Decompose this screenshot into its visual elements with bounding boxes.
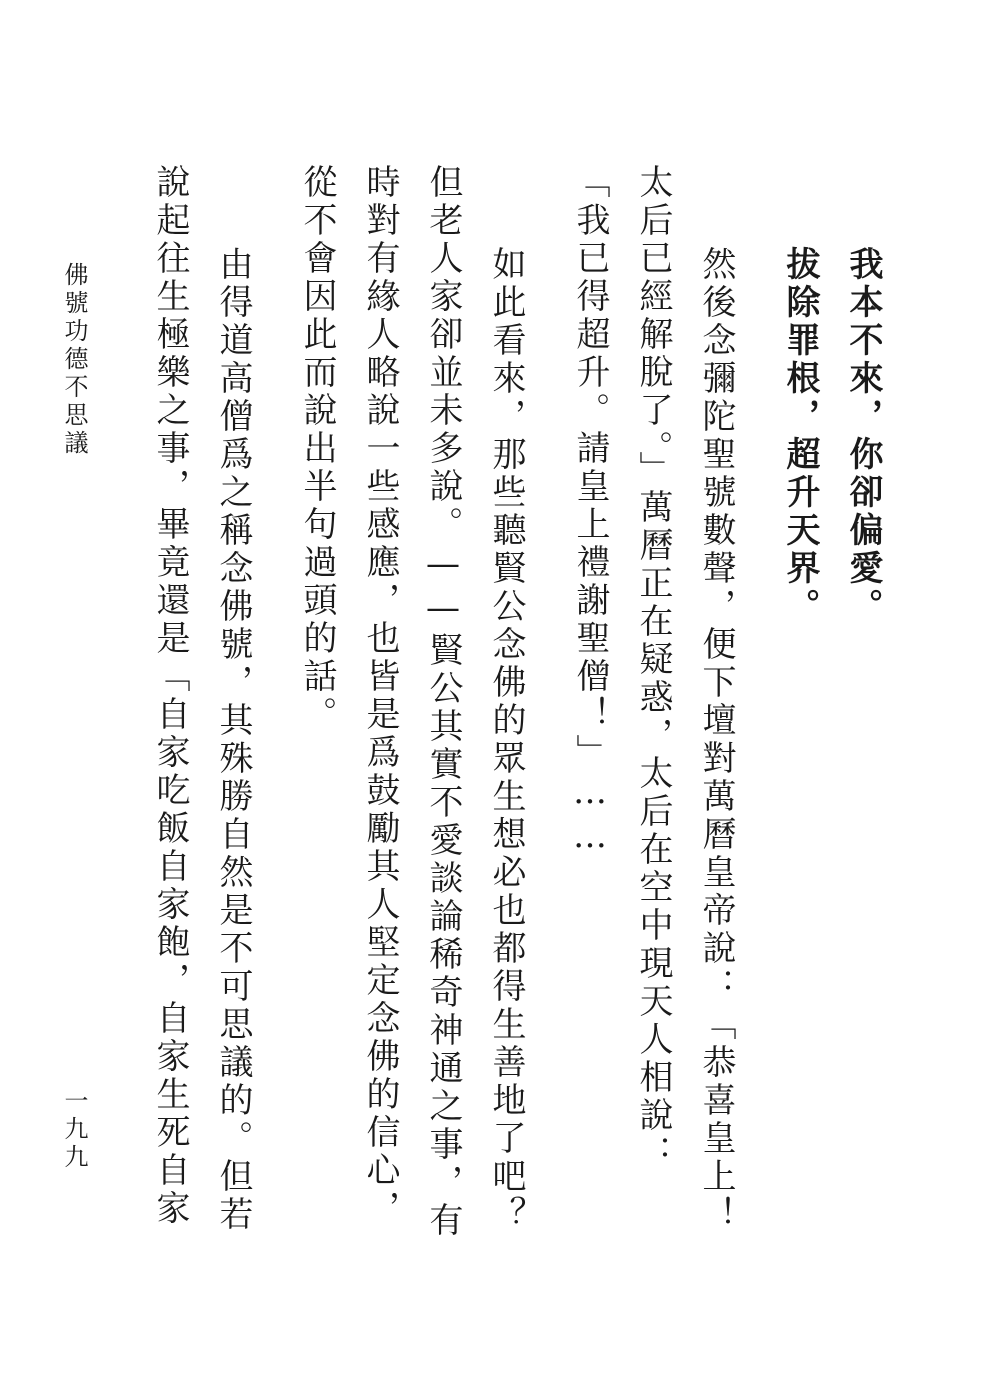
- text-column-6: 如此看來，那些聽賢公念佛的眾生想必也都得生善地了吧？: [486, 246, 526, 1234]
- page-number: 一九九: [60, 1088, 88, 1172]
- verse-line-1: 我本不來，你卻偏愛。: [843, 246, 883, 626]
- text-column-9: 從不會因此而說出半句過頭的話。: [297, 164, 337, 734]
- verse-line-2: 拔除罪根，超升天界。: [780, 246, 820, 626]
- text-column-7: 但老人家卻並未多說。——賢公其實不愛談論稀奇神通之事，有: [423, 164, 463, 1240]
- running-title: 佛號功德不思議: [60, 262, 88, 458]
- text-column-3: 然後念彌陀聖號數聲，便下壇對萬曆皇帝說：「恭喜皇上！: [696, 246, 736, 1234]
- text-column-8: 時對有緣人略說一些感應，也皆是爲鼓勵其人堅定念佛的信心，: [360, 164, 400, 1228]
- text-column-11: 說起往生極樂之事，畢竟還是「自家吃飯自家飽，自家生死自家: [150, 164, 190, 1228]
- text-column-10: 由得道高僧爲之稱念佛號，其殊勝自然是不可思議的。但若: [213, 246, 253, 1234]
- text-column-5: 「我已得超升。請皇上禮謝聖僧！」……: [570, 164, 610, 860]
- text-column-4: 太后已經解脫了。」萬曆正在疑惑，太后在空中現天人相說：: [633, 164, 673, 1173]
